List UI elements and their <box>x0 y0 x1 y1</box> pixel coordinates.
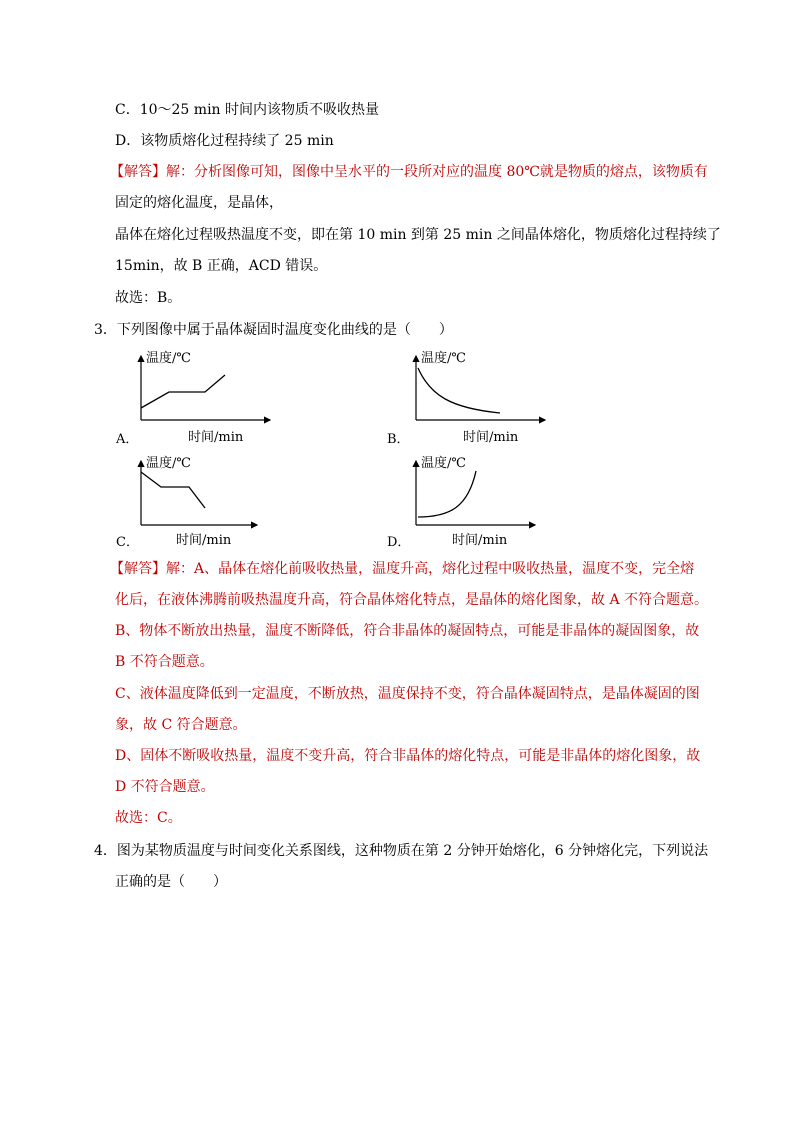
q3-answer-tag: 【解答】 <box>110 561 166 577</box>
graph-a-curve <box>141 375 225 408</box>
graph-c-xlabel: 时间/min <box>176 533 232 548</box>
answer-text: 解：分析图像可知，图像中呈水平的一段所对应的温度 80℃就是物质的熔点，该物质有 <box>166 164 708 180</box>
q3-choice: 故选：C。 <box>115 810 182 826</box>
q3-answer-line-6: 象，故 C 符合题意。 <box>115 717 247 733</box>
q4-stem-line-1: 4．图为某物质温度与时间变化关系图线，这种物质在第 2 分钟开始熔化，6 分钟熔化完，下列说法 <box>94 843 709 859</box>
graph-a-ylabel: 温度/℃ <box>146 351 191 366</box>
q3-answer-text: 解：A、晶体在熔化前吸收热量，温度升高，熔化过程中吸收热量，温度不变，完全熔 <box>166 561 695 577</box>
q3-answer-line-1 <box>110 559 694 579</box>
q3-answer-line-8: D 不符合题意。 <box>115 779 215 795</box>
q3-answer-line-5: C、液体温度降低到一定温度，不断放热，温度保持不变，符合晶体凝固特点，是晶体凝固的图 <box>115 686 700 702</box>
graph-b-letter: B． <box>387 432 410 447</box>
q3-answer-line-2: 化后，在液体沸腾前吸热温度升高，符合晶体熔化特点，是晶体的熔化图象，故 A 不符合题意。 <box>115 592 709 608</box>
q2-answer-line-3: 晶体在熔化过程吸热温度不变，即在第 10 min 到第 25 min 之间晶体熔化，物质熔化过程持续了 <box>115 227 721 243</box>
option-c-text: C．10～25 min 时间内该物质不吸收热量 <box>115 102 380 118</box>
q2-choice: 故选：B。 <box>115 290 182 306</box>
q3-answer-line-3: B、物体不断放出热量，温度不断降低，符合非晶体的凝固特点，可能是非晶体的凝固图象，故 <box>115 623 700 639</box>
graph-c-ylabel: 温度/℃ <box>146 456 191 471</box>
q3-answer-line-4: B 不符合题意。 <box>115 654 214 670</box>
graph-c-letter: C． <box>116 535 139 550</box>
graph-a-letter: A． <box>116 432 139 447</box>
graph-d-xlabel: 时间/min <box>452 533 508 548</box>
q2-answer-line-4: 15min，故 B 正确，ACD 错误。 <box>115 258 328 274</box>
answer-tag: 【解答】 <box>110 164 166 180</box>
option-d-text: D．该物质熔化过程持续了 25 min <box>115 133 334 149</box>
graph-d-ylabel: 温度/℃ <box>421 456 466 471</box>
graph-b-ylabel: 温度/℃ <box>421 351 466 366</box>
graph-d-letter: D． <box>387 535 411 550</box>
q3-stem: 3．下列图像中属于晶体凝固时温度变化曲线的是（ ） <box>94 322 453 338</box>
graph-c-curve <box>141 472 205 508</box>
q2-answer-line-1 <box>110 162 708 182</box>
q4-stem-line-2: 正确的是（ ） <box>115 874 227 890</box>
graph-b-curve <box>418 368 500 413</box>
graph-a-xlabel: 时间/min <box>188 430 244 445</box>
graph-b-xlabel: 时间/min <box>463 430 519 445</box>
q2-answer-line-2: 固定的熔化温度，是晶体， <box>115 195 283 211</box>
q3-answer-line-7: D、固体不断吸收热量，温度不变升高，符合非晶体的熔化特点，可能是非晶体的熔化图象，故 <box>115 748 701 764</box>
graph-d-curve <box>418 471 476 517</box>
